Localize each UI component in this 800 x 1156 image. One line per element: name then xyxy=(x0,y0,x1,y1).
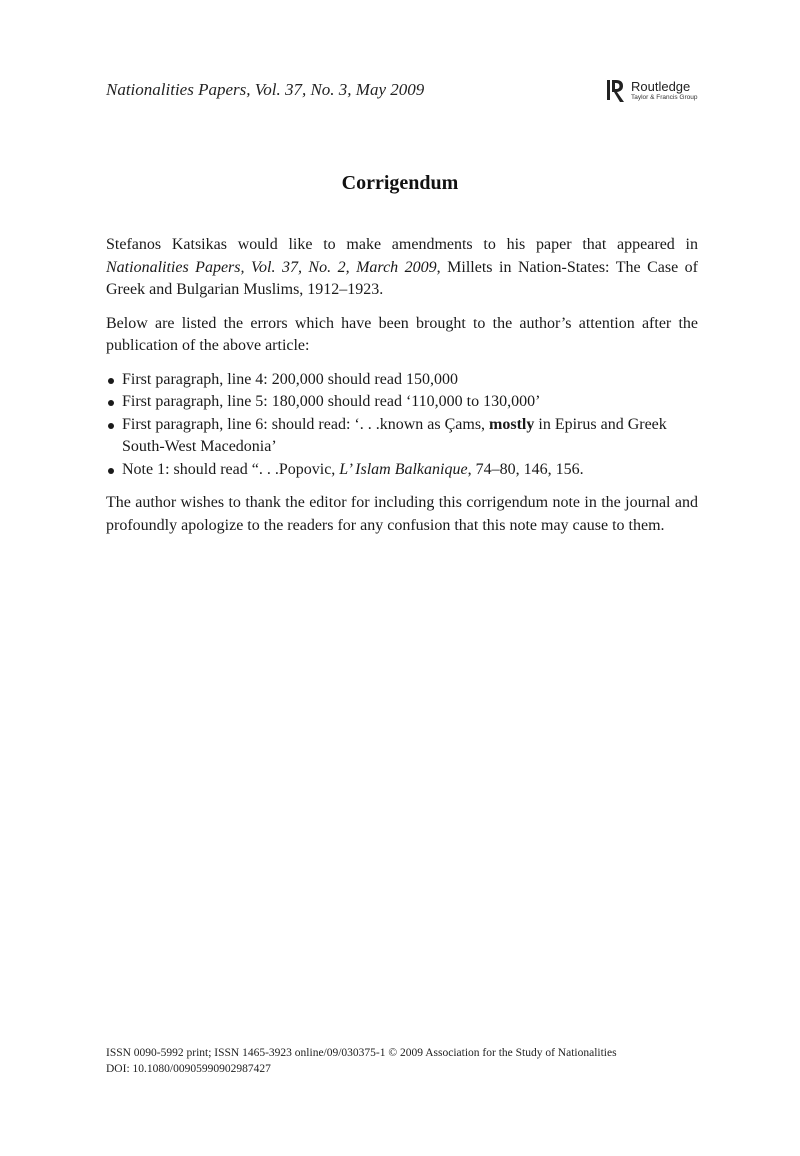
article-body xyxy=(106,234,698,548)
errata-bold-text: mostly xyxy=(489,415,535,433)
issn-line: ISSN 0090-5992 print; ISSN 1465-3923 online/09/030375-1 © 2009 Association for the Study of Nationalities xyxy=(106,1047,617,1059)
page-title: Corrigendum xyxy=(341,172,459,194)
errata-italic-text: L’ Islam Balkanique xyxy=(339,460,468,478)
intro-citation: Nationalities Papers, Vol. 37, No. 2, March 2009 xyxy=(106,258,437,276)
journal-citation-header: Nationalities Papers, Vol. 37, No. 3, May 2009 xyxy=(106,80,425,99)
errata-text: First paragraph, line 6: should read: ‘. . .known as Çams, xyxy=(122,415,490,433)
errata-item: First paragraph, line 5: 180,000 should read ‘110,000 to 130,000’ xyxy=(106,391,698,414)
lead-in-paragraph: Below are listed the errors which have been brought to the author’s attention after the publication of the above article: xyxy=(106,314,698,354)
page-footer xyxy=(106,1045,617,1077)
intro-paragraph xyxy=(106,234,698,302)
errata-list xyxy=(106,369,698,482)
errata-text: in Epirus and Greek South-West Macedonia’ xyxy=(122,415,667,455)
intro-text: Stefanos Katsikas would like to make amendments to his paper that appeared in xyxy=(106,236,698,253)
routledge-r-logo-icon xyxy=(607,78,625,104)
doi-line: DOI: 10.1080/00905990902987427 xyxy=(106,1063,271,1075)
closing-paragraph: The author wishes to thank the editor for including this corrigendum note in the journal and profoundly apologize to the readers for any confusion that this note may cause to them. xyxy=(106,494,698,534)
errata-text: Note 1: should read “. . .Popovic, xyxy=(122,460,340,478)
errata-item xyxy=(106,414,698,459)
errata-item xyxy=(106,459,698,482)
errata-item: First paragraph, line 4: 200,000 should read 150,000 xyxy=(106,369,698,392)
intro-text-continued: , Millets in Nation-States: The Case of Greek and Bulgarian Muslims, 1912–1923. xyxy=(106,258,698,298)
publisher-name: Routledge xyxy=(631,79,691,94)
publisher-logo xyxy=(607,78,697,104)
errata-text: , 74–80, 146, 156. xyxy=(467,460,584,478)
publisher-subtitle: Taylor & Francis Group xyxy=(631,94,698,101)
